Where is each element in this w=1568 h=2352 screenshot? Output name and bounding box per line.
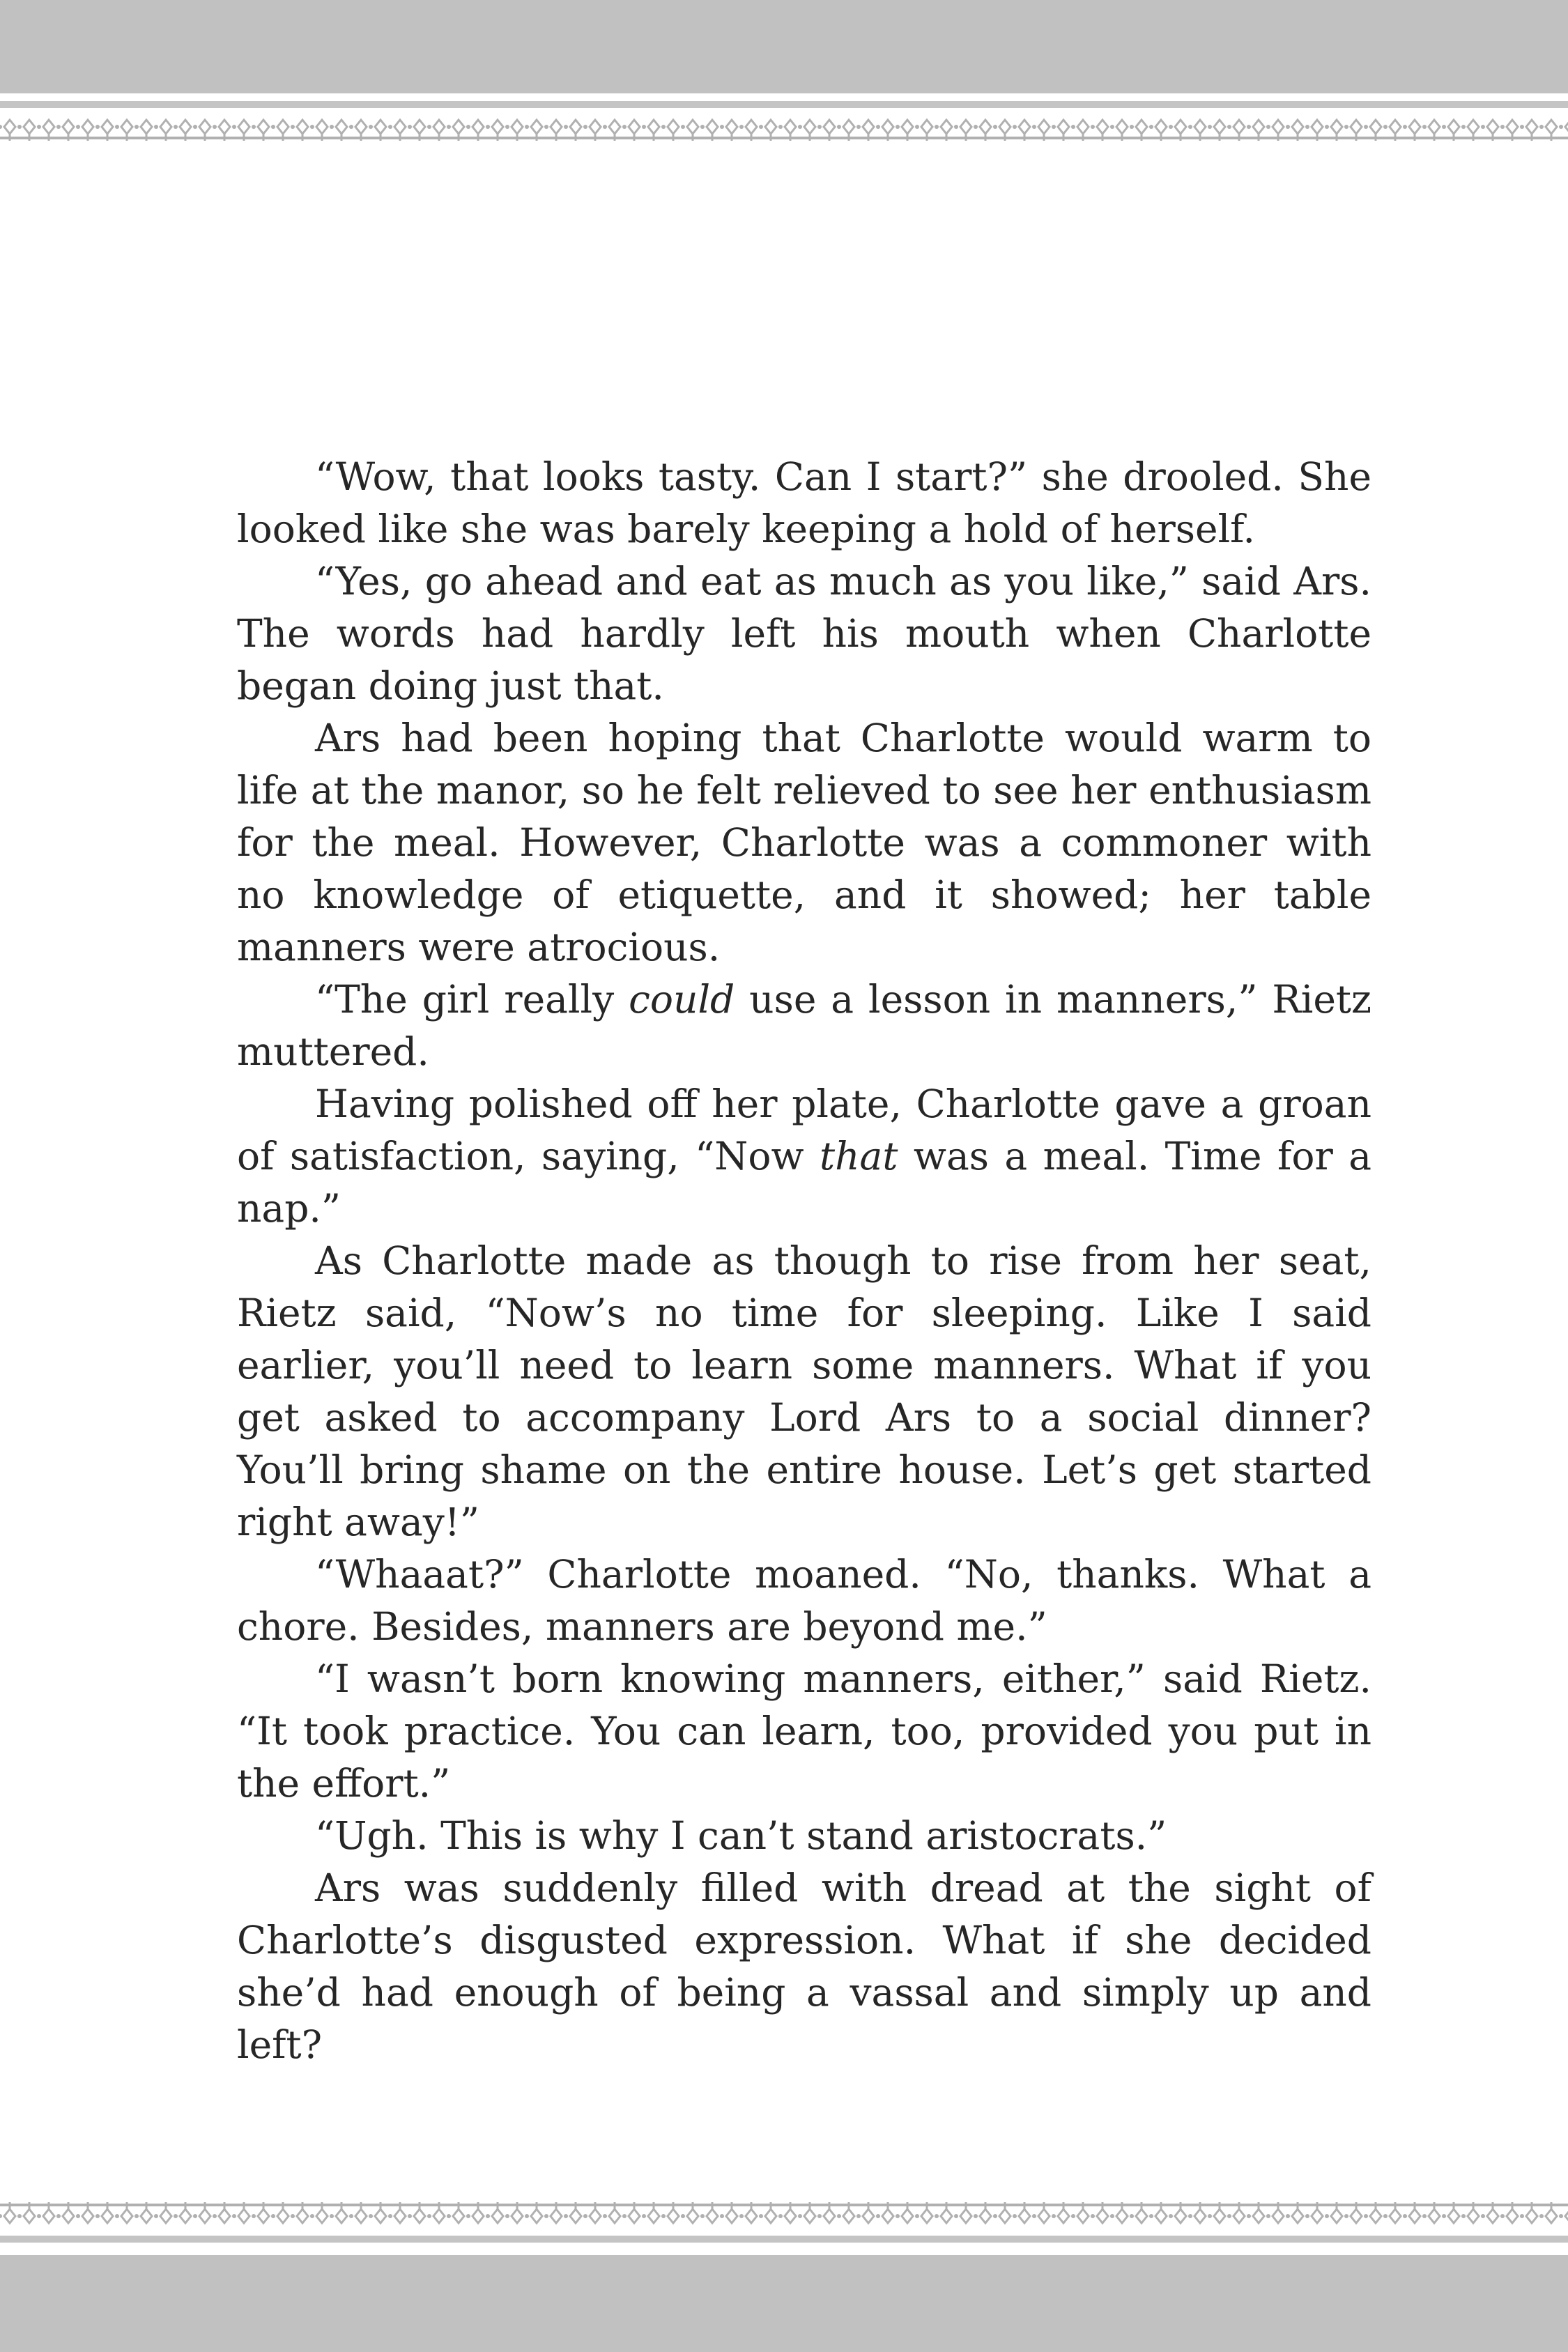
paragraph [237, 974, 1371, 1078]
paragraph: “Yes, go ahead and eat as much as you like,” said Ars. The words had hardly left his mouth when Charlotte began doing just that. [237, 559, 1371, 708]
footer-rule [0, 2236, 1568, 2243]
body-text [237, 451, 1371, 2071]
italic-emphasis: that [820, 1134, 898, 1178]
paragraph: “Wow, that looks tasty. Can I start?” she drooled. She looked like she was barely keeping a hold of herself. [237, 454, 1371, 551]
paragraph: Ars had been hoping that Charlotte would warm to life at the manor, so he felt relieved to see her enthusiasm for the meal. However, Charlotte was a commoner with no knowledge of etiquette, and it showed; her table manners were atrocious. [237, 716, 1371, 969]
paragraph: “Whaaat?” Charlotte moaned. “No, thanks. What a chore. Besides, manners are beyond me.” [237, 1552, 1371, 1649]
paragraph: Ars was suddenly filled with dread at the sight of Charlotte’s disgusted expression. What if she decided she’d had enough of being a vassal and simply up and left? [237, 1866, 1371, 2067]
italic-emphasis: could [629, 977, 735, 1022]
paragraph: As Charlotte made as though to rise from her seat, Rietz said, “Now’s no time for sleeping. Like I said earlier, you’ll need to learn some manners. What if you get asked to accompany Lord Ars to a social dinner? You’ll bring shame on the entire house. Let’s get started right away!” [237, 1238, 1371, 1544]
header-rule [0, 101, 1568, 108]
header-ornament-border [0, 117, 1568, 146]
footer-band [0, 2255, 1568, 2352]
text-run: use a lesson in manners,” Rietz muttered. [237, 977, 1371, 1074]
header-band [0, 0, 1568, 93]
text-run: was a meal. Time for a nap.” [237, 1134, 1371, 1231]
paragraph: “Ugh. This is why I can’t stand aristocrats.” [315, 1813, 1167, 1858]
paragraph [237, 1078, 1371, 1235]
footer-ornament-border [0, 2197, 1568, 2226]
text-run: “The girl really [315, 977, 629, 1022]
paragraph: “I wasn’t born knowing manners, either,” said Rietz. “It took practice. You can learn, too, provided you put in the effort.” [237, 1657, 1371, 1806]
text-run: Having polished off her plate, Charlotte gave a groan of satisfaction, saying, “Now [237, 1082, 1371, 1178]
